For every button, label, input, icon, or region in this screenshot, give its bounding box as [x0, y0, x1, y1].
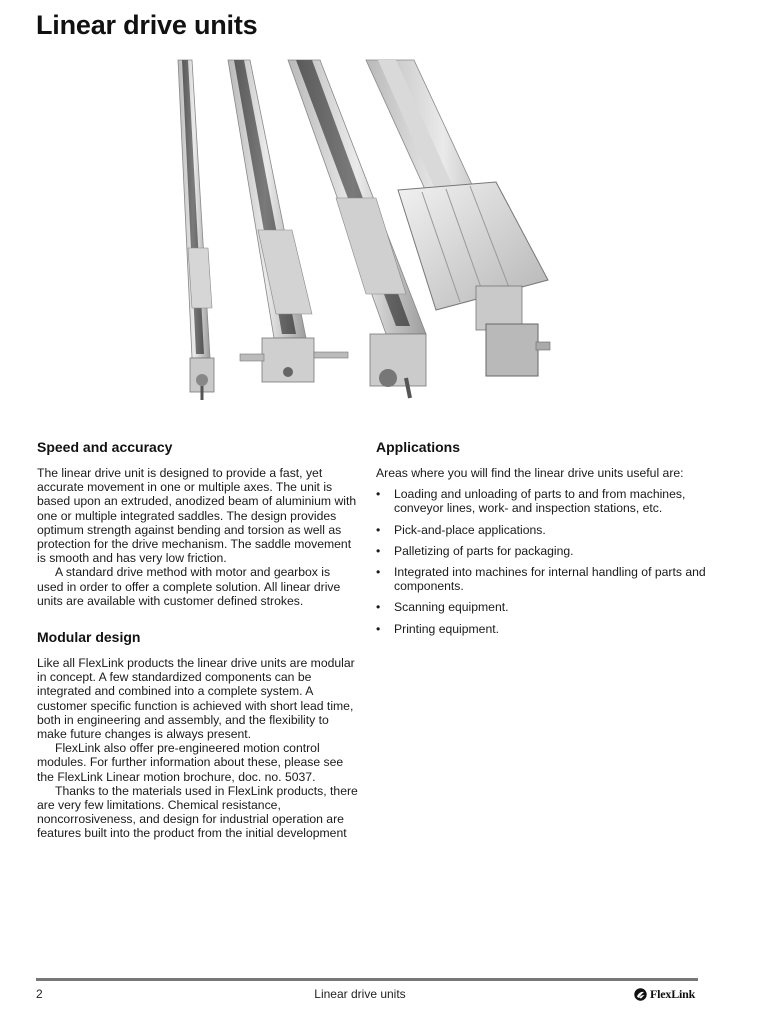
paragraph-speed-accuracy-1: The linear drive unit is designed to provide a fast, yet accurate movement in one or multiple axes. The unit is based upon an extruded, anodized beam of aluminium with one or multiple integrated saddles. The design provides optimum strength against bending and torsion as well as protection for the drive mechanism. The saddle movement is smooth and has very low friction.: [37, 466, 357, 566]
paragraph-modular-design-2: FlexLink also offer pre-engineered motion control modules. For further information about these, please see the FlexLink Linear motion brochure, doc. no. 5037.: [37, 741, 344, 784]
page-title: Linear drive units: [36, 10, 258, 40]
applications-intro: Areas where you will find the linear drive units useful are:: [376, 466, 684, 480]
section-heading-modular-design: Modular design: [37, 629, 141, 646]
list-item: • Palletizing of parts for packaging.: [376, 543, 574, 558]
list-item: • Loading and unloading of parts to and from machines, conveyor lines, work- and inspection stations, etc.: [376, 487, 686, 516]
flexlink-logo-icon: [634, 988, 647, 1001]
hero-image: [170, 58, 570, 404]
page-number: 2: [36, 987, 43, 1001]
linear-unit-1: [178, 60, 214, 400]
list-item: • Integrated into machines for internal handling of parts and components.: [376, 565, 706, 594]
section-heading-speed-accuracy: Speed and accuracy: [37, 439, 173, 455]
applications-list: [376, 487, 706, 636]
paragraph-modular-design-3: Thanks to the materials used in FlexLink products, there are very few limitations. Chemical resistance, noncorrosiveness, and design for industrial operation are features built into the product from the initial development: [37, 783, 358, 841]
bullet-icon: •: [376, 543, 381, 558]
list-item: • Printing equipment.: [376, 621, 500, 636]
logo-text: FlexLink: [650, 987, 696, 1001]
paragraph-modular-design-1: Like all FlexLink products the linear drive units are modular in concept. A few standardized components can be integrated and combined into a complete system. A customer specific function is achieved with short lead time, both in engineering and assembly, and the flexibility to make future changes is always present.: [37, 656, 355, 742]
section-heading-applications: Applications: [376, 439, 461, 455]
bullet-icon: •: [376, 522, 381, 537]
bullet-icon: •: [376, 487, 381, 502]
list-item: • Pick-and-place applications.: [376, 522, 546, 537]
footer-divider: [36, 978, 698, 981]
bullet-icon: •: [376, 621, 381, 636]
list-item: • Scanning equipment.: [376, 600, 509, 615]
right-column: [376, 437, 706, 643]
flexlink-logo: [634, 987, 695, 1002]
footer-title: Linear drive units: [314, 987, 406, 1001]
bullet-icon: •: [376, 600, 381, 615]
bullet-icon: •: [376, 565, 381, 580]
left-column: [37, 437, 359, 841]
paragraph-speed-accuracy-2: A standard drive method with motor and gearbox is used in order to offer a complete solution. All linear drive units are available with customer defined strokes.: [37, 565, 341, 608]
